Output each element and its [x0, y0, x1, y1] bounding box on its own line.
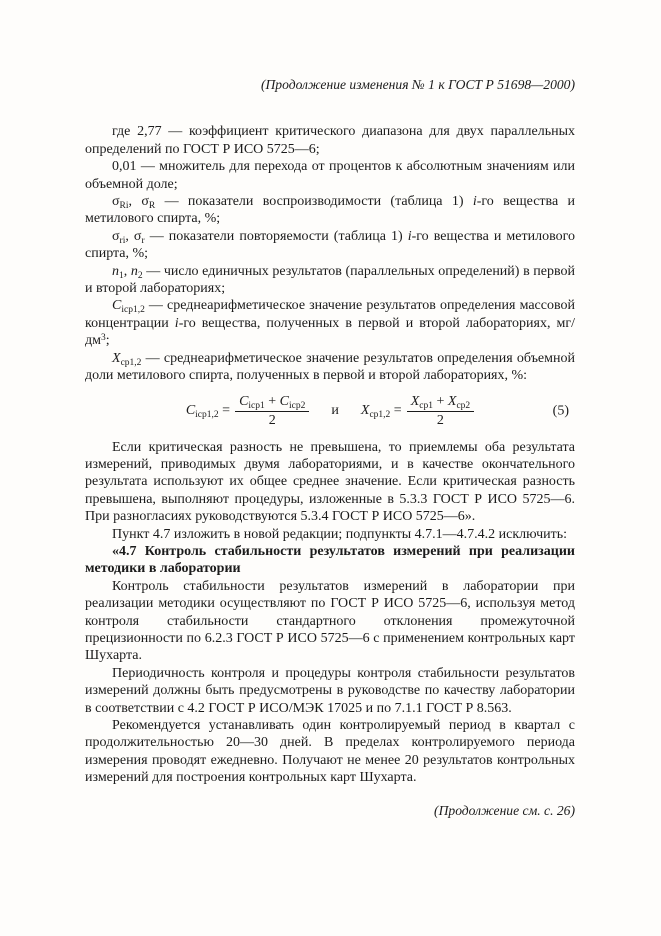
fraction-concentration-denominator: 2	[268, 412, 276, 428]
paragraph-stability-control: Контроль стабильности результатов измерений в лаборатории при реализации методики осуществляют по ГОСТ Р ИСО 5725—6, используя метод контроля стабильности стандартного отклонения промежуточной прецизионности по 6.2.3 ГОСТ Р ИСО 5725—6 с применением контрольных карт Шухарта.	[85, 578, 575, 664]
fraction-concentration	[235, 394, 309, 429]
definition-multiplier-0-01: 0,01 — множитель для перехода от процентов к абсолютным значениям или объемной доле;	[85, 159, 575, 192]
definition-n1-n2: $n_1$, $n_2$ — число единичных результатов (параллельных определений) в первой и второй лабораториях;	[85, 263, 575, 297]
equation-volume-fraction	[361, 394, 474, 429]
running-header-text: (Продолжение изменения № 1 к ГОСТ Р 51698—2000)	[260, 77, 575, 92]
equation-volume-lhs: $X_{ср1,2}$ =	[360, 403, 402, 421]
document-body	[85, 123, 575, 786]
page-footer	[85, 802, 575, 819]
definition-C-mean: $C_{iср1,2}$ — среднеарифметическое значение результатов определения массовой концентрации i-го вещества, полученных в первой и второй лабораториях, $мг/дм^3$;	[85, 298, 575, 349]
fraction-volume-numerator: $X_{ср1} + X_{ср2}$	[407, 394, 474, 412]
paragraph-critical-difference: Если критическая разность не превышена, то приемлемы оба результата измерений, приводимых двумя лабораториями, и в качестве окончательного результата используют их общее среднее значение. Если критическая разность превышена, выполняют процедуры, изложенные в 5.3.3 ГОСТ Р ИСО 5725—6. При разногласиях руководствуются 5.3.4 ГОСТ Р ИСО 5725—6».	[85, 439, 575, 525]
paragraph-control-periodicity: Периодичность контроля и процедуры контроля стабильности результатов измерений должны быть предусмотрены в руководстве по качеству лаборатории в соответствии с 4.2 ГОСТ Р ИСО/МЭК 17025 и по 7.1.1 ГОСТ Р 8.563.	[85, 665, 575, 716]
main-text-section	[85, 439, 575, 787]
paragraph-item-4-7-amendment: Пункт 4.7 изложить в новой редакции; подпункты 4.7.1—4.7.4.2 исключить:	[112, 526, 567, 542]
heading-4-7: «4.7 Контроль стабильности результатов измерений при реализации методики в лаборатории	[85, 543, 575, 577]
definitions-section	[85, 123, 575, 384]
paragraph-recommended-period: Рекомендуется устанавливать один контролируемый период в квартал с продолжительностью 20—30 дней. В пределах контролируемого периода измерения проводят ежедневно. Получают не менее 20 результатов контрольных измерений для построения контрольных карт Шухарта.	[85, 718, 575, 786]
equation-number: (5)	[552, 403, 569, 419]
definition-sigma-repeatability: $\sigma_{ri}$, $\sigma_r$ — показатели повторяемости (таблица 1) i-го вещества и метилового спирта, %;	[85, 228, 575, 262]
equation-conjunction: и	[331, 403, 339, 419]
page-footer-text: (Продолжение см. с. 26)	[434, 802, 575, 818]
equation-concentration	[186, 394, 310, 429]
definition-X-mean: $X_{ср1,2}$ — среднеарифметическое значение результатов определения объемной доли метилового спирта, полученных в первой и второй лабораториях, %:	[85, 350, 575, 384]
fraction-concentration-numerator: $C_{iср1} + C_{iср2}$	[235, 394, 309, 412]
equation-concentration-lhs: $C_{iср1,2}$ =	[185, 403, 231, 421]
fraction-volume-denominator: 2	[436, 412, 444, 428]
definition-sigma-reproducibility: $\sigma_{Ri}$, $\sigma_R$ — показатели воспроизводимости (таблица 1) i-го вещества и метилового спирта, %;	[85, 194, 575, 227]
definition-coefficient-2-77: где 2,77 — коэффициент критического диапазона для двух параллельных определений по ГОСТ Р ИСО 5725—6;	[85, 124, 575, 157]
fraction-volume	[407, 394, 474, 429]
running-header	[85, 76, 575, 93]
equation-5	[85, 394, 575, 429]
